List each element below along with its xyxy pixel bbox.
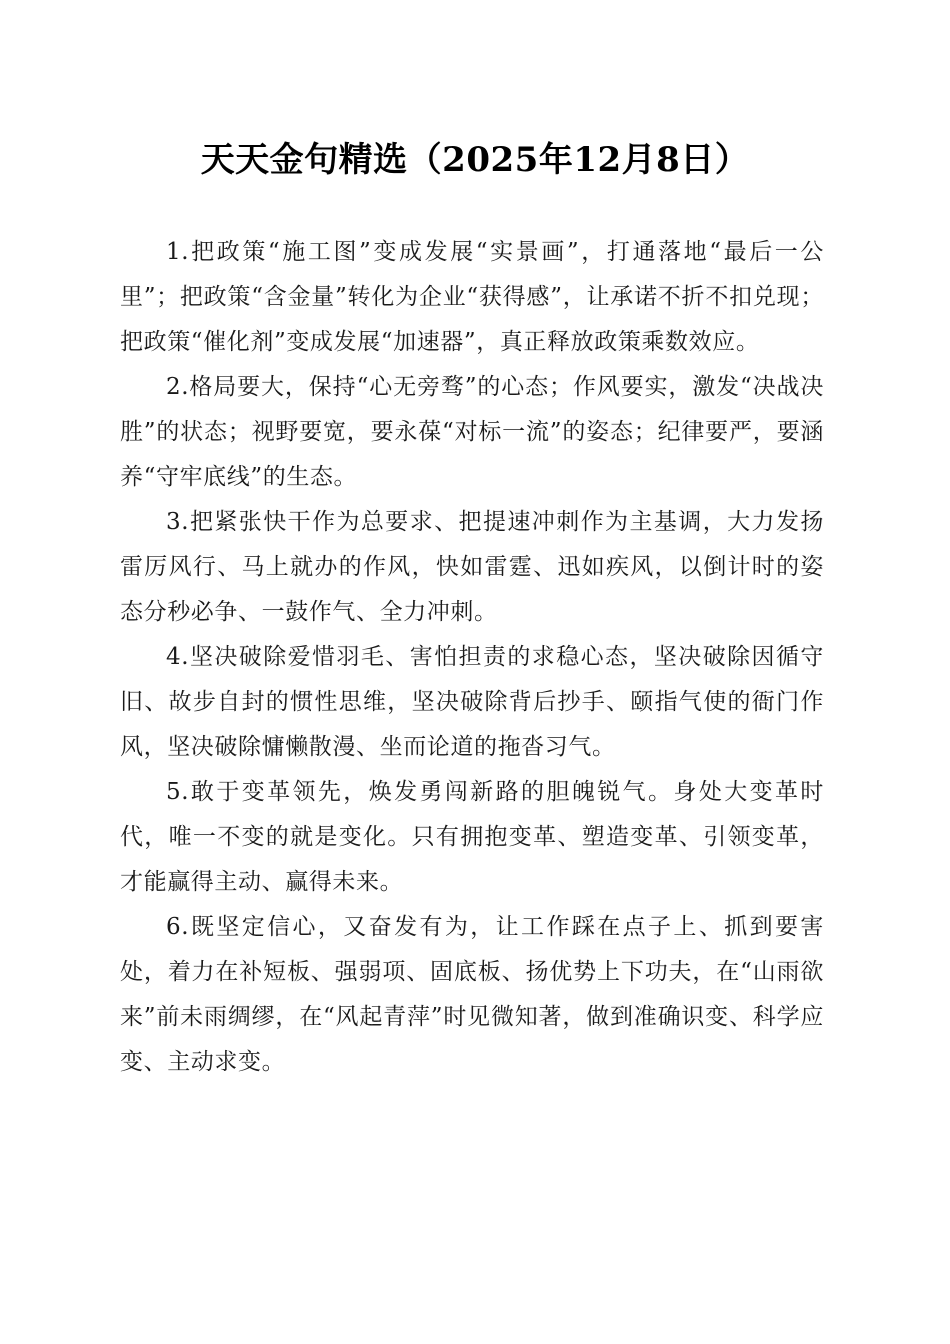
document-title: 天天金句精选（2025年12月8日） xyxy=(200,140,750,180)
paragraph-4: 4.坚决破除爱惜羽毛、害怕担责的求稳心态，坚决破除因循守旧、故步自封的惯性思维，坚决破除背后抄手、颐指气使的衙门作风，坚决破除慵懒散漫、坐而论道的拖沓习气。 xyxy=(120,644,824,760)
paragraph-5: 5.敢于变革领先，焕发勇闯新路的胆魄锐气。身处大变革时代，唯一不变的就是变化。只有拥抱变革、塑造变革、引领变革，才能赢得主动、赢得未来。 xyxy=(120,779,824,895)
document-body xyxy=(120,230,824,1085)
paragraph-1: 1.把政策“施工图”变成发展“实景画”，打通落地“最后一公里”；把政策“含金量”转化为企业“获得感”，让承诺不折不扣兑现；把政策“催化剂”变成发展“加速器”，真正释放政策乘数效应。 xyxy=(120,239,824,355)
paragraph-6: 6.既坚定信心，又奋发有为，让工作踩在点子上、抓到要害处，着力在补短板、强弱项、固底板、扬优势上下功夫，在“山雨欲来”前未雨绸缪，在“风起青萍”时见微知著，做到准确识变、科学应变、主动求变。 xyxy=(120,914,824,1075)
paragraph-2: 2.格局要大，保持“心无旁骛”的心态；作风要实，激发“决战决胜”的状态；视野要宽，要永葆“对标一流”的姿态；纪律要严，要涵养“守牢底线”的生态。 xyxy=(120,374,824,490)
paragraph-3: 3.把紧张快干作为总要求、把提速冲刺作为主基调，大力发扬雷厉风行、马上就办的作风，快如雷霆、迅如疾风，以倒计时的姿态分秒必争、一鼓作气、全力冲刺。 xyxy=(120,509,824,625)
